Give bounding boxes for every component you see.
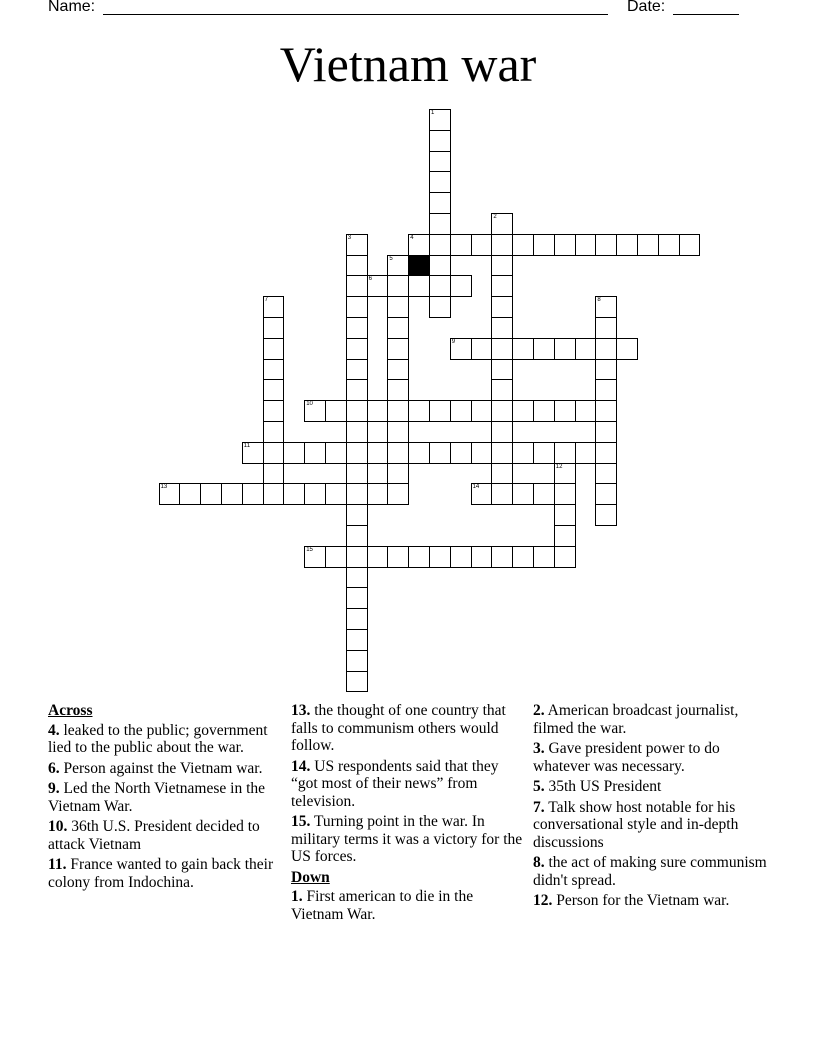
grid-cell[interactable]	[387, 442, 409, 464]
clue-text: First american to die in the Vietnam War.	[291, 888, 474, 923]
clue-item	[48, 856, 282, 891]
grid-cell[interactable]	[325, 546, 347, 568]
grid-cell[interactable]	[450, 234, 472, 256]
grid-cell[interactable]	[512, 546, 534, 568]
grid-cell[interactable]	[346, 296, 368, 318]
clue-item	[48, 780, 282, 815]
clue-item	[291, 813, 525, 866]
clue-number: 15.	[291, 813, 311, 830]
grid-cell-number: 4	[410, 234, 414, 241]
grid-cell[interactable]	[346, 379, 368, 401]
grid-cell[interactable]	[533, 442, 555, 464]
down-clue-list-continued	[533, 702, 767, 910]
grid-cell[interactable]	[512, 234, 534, 256]
clue-number: 10.	[48, 818, 68, 835]
grid-cell[interactable]	[491, 255, 513, 277]
grid-cell[interactable]	[304, 442, 326, 464]
grid-cell[interactable]	[200, 483, 222, 505]
grid-cell[interactable]	[471, 234, 493, 256]
grid-cell[interactable]	[387, 275, 409, 297]
grid-cell[interactable]	[595, 338, 617, 360]
grid-cell[interactable]	[346, 567, 368, 589]
grid-cell[interactable]	[595, 379, 617, 401]
grid-cell[interactable]	[595, 359, 617, 381]
grid-cell[interactable]	[263, 338, 285, 360]
grid-cell-number: 1	[431, 110, 435, 116]
grid-cell[interactable]	[387, 421, 409, 443]
grid-cell[interactable]	[263, 379, 285, 401]
grid-cell[interactable]	[575, 234, 597, 256]
grid-cell[interactable]	[595, 504, 617, 526]
grid-cell[interactable]	[491, 275, 513, 297]
grid-cell[interactable]	[387, 317, 409, 339]
grid-cell[interactable]	[346, 546, 368, 568]
grid-cell[interactable]	[429, 171, 451, 193]
clue-number: 9.	[48, 780, 60, 797]
grid-cell[interactable]	[346, 359, 368, 381]
clue-number: 1.	[291, 888, 303, 905]
grid-cell[interactable]	[367, 275, 389, 297]
grid-cell[interactable]	[367, 546, 389, 568]
grid-cell[interactable]	[429, 275, 451, 297]
grid-cell-number: 14	[472, 484, 480, 491]
grid-cell[interactable]	[595, 317, 617, 339]
grid-cell[interactable]	[491, 234, 513, 256]
grid-cell[interactable]	[533, 234, 555, 256]
clue-text: Person for the Vietnam war.	[552, 892, 730, 909]
grid-cell[interactable]	[429, 296, 451, 318]
grid-cell[interactable]	[346, 671, 368, 693]
grid-cell[interactable]	[325, 400, 347, 422]
clue-column-3	[533, 702, 767, 913]
grid-cell[interactable]	[346, 442, 368, 464]
grid-cell[interactable]	[450, 275, 472, 297]
clue-text: 36th U.S. President decided to attack Vietnam	[48, 818, 260, 853]
grid-cell[interactable]	[491, 359, 513, 381]
grid-cell-number: 5	[389, 255, 393, 262]
clue-text: American broadcast journalist, filmed the war.	[533, 702, 739, 737]
grid-cell[interactable]	[367, 400, 389, 422]
clue-text: Person against the Vietnam war.	[59, 759, 263, 777]
grid-cell[interactable]	[429, 192, 451, 214]
clue-text: US respondents said that they “got most of their news” from television.	[291, 757, 499, 810]
grid-cell[interactable]	[429, 130, 451, 152]
grid-cell[interactable]	[575, 442, 597, 464]
grid-cell[interactable]	[429, 109, 451, 131]
grid-cell[interactable]	[595, 442, 617, 464]
grid-cell[interactable]	[595, 463, 617, 485]
grid-cell-number: 10	[306, 401, 313, 408]
grid-cell[interactable]	[471, 338, 493, 360]
grid-cell[interactable]	[263, 296, 285, 318]
grid-cell[interactable]	[387, 379, 409, 401]
grid-cell[interactable]	[346, 463, 368, 485]
grid-cell[interactable]	[450, 442, 472, 464]
grid-cell[interactable]	[387, 255, 409, 277]
clue-item	[533, 799, 767, 852]
grid-cell-number: 6	[368, 276, 372, 283]
grid-cell[interactable]	[491, 463, 513, 485]
down-heading: Down	[291, 868, 330, 886]
grid-cell-number: 13	[160, 484, 168, 491]
grid-cell[interactable]	[595, 234, 617, 256]
grid-cell[interactable]	[387, 400, 409, 422]
grid-cell[interactable]	[387, 338, 409, 360]
grid-cell[interactable]	[346, 650, 368, 672]
clue-number: 12.	[533, 892, 553, 909]
across-clue-list-continued	[291, 702, 525, 866]
grid-cell[interactable]	[450, 400, 472, 422]
grid-cell[interactable]	[346, 255, 368, 277]
clue-number: 2.	[533, 702, 545, 719]
grid-cell[interactable]	[263, 463, 285, 485]
clue-item	[533, 892, 767, 910]
grid-cell[interactable]	[554, 338, 576, 360]
grid-cell[interactable]	[263, 317, 285, 339]
grid-cell[interactable]	[346, 525, 368, 547]
grid-cell[interactable]	[429, 546, 451, 568]
grid-cell[interactable]	[533, 338, 555, 360]
clue-number: 5.	[533, 778, 545, 795]
grid-cell[interactable]	[595, 421, 617, 443]
grid-cell[interactable]	[221, 483, 243, 505]
clue-item	[291, 888, 525, 923]
grid-cell-number: 11	[243, 442, 251, 449]
grid-cell[interactable]	[616, 234, 638, 256]
grid-cell[interactable]	[387, 483, 409, 505]
grid-cell[interactable]	[471, 442, 493, 464]
grid-cell[interactable]	[658, 234, 680, 256]
grid-cell[interactable]	[554, 463, 576, 485]
grid-cell[interactable]	[575, 400, 597, 422]
grid-cell[interactable]	[554, 546, 576, 568]
grid-cell[interactable]	[554, 234, 576, 256]
grid-cell[interactable]	[595, 296, 617, 318]
grid-cell[interactable]	[387, 463, 409, 485]
grid-cell[interactable]	[450, 338, 472, 360]
grid-cell[interactable]	[491, 317, 513, 339]
grid-cell[interactable]	[346, 400, 368, 422]
grid-cell[interactable]	[512, 400, 534, 422]
clue-item	[533, 740, 767, 775]
clue-column-1	[48, 702, 282, 894]
grid-cell[interactable]	[346, 504, 368, 526]
grid-cell[interactable]	[304, 546, 326, 568]
grid-cell[interactable]	[387, 359, 409, 381]
clue-text: the act of making sure communism didn't spread.	[533, 854, 767, 889]
grid-cell[interactable]	[387, 546, 409, 568]
grid-cell[interactable]	[554, 483, 576, 505]
grid-cell[interactable]	[533, 546, 555, 568]
grid-cell[interactable]	[512, 338, 534, 360]
clue-text: France wanted to gain back their colony from Indochina.	[48, 856, 274, 891]
grid-cell[interactable]	[346, 338, 368, 360]
grid-cell[interactable]	[346, 629, 368, 651]
clue-text: Led the North Vietnamese in the Vietnam War.	[48, 780, 266, 815]
grid-cell[interactable]	[491, 213, 513, 235]
grid-cell[interactable]	[179, 483, 201, 505]
clue-item	[533, 702, 767, 737]
grid-cell-number: 9	[451, 338, 456, 345]
grid-cell[interactable]	[491, 400, 513, 422]
grid-cell-number: 2	[493, 214, 497, 220]
grid-cell[interactable]	[533, 400, 555, 422]
grid-cell[interactable]	[325, 442, 347, 464]
grid-cell[interactable]	[554, 400, 576, 422]
grid-cell[interactable]	[367, 442, 389, 464]
grid-cell[interactable]	[429, 151, 451, 173]
clue-text: 35th US President	[544, 778, 662, 795]
clue-text: Turning point in the war. In military terms it was a victory for the US forces.	[291, 813, 523, 865]
grid-cell[interactable]	[263, 421, 285, 443]
clue-item	[533, 854, 767, 889]
grid-cell[interactable]	[263, 400, 285, 422]
grid-cell[interactable]	[346, 587, 368, 609]
clue-column-2	[291, 702, 525, 926]
grid-cell[interactable]	[429, 255, 451, 277]
grid-cell[interactable]	[637, 234, 659, 256]
grid-cell[interactable]	[263, 442, 285, 464]
grid-cell[interactable]	[533, 483, 555, 505]
grid-cell[interactable]	[304, 400, 326, 422]
clue-number: 14.	[291, 757, 311, 775]
clue-item	[48, 722, 282, 757]
grid-cell-number: 7	[264, 297, 268, 304]
grid-cell[interactable]	[512, 442, 534, 464]
date-label: Date:	[627, 0, 666, 15]
grid-cell[interactable]	[429, 442, 451, 464]
clue-number: 4.	[48, 721, 60, 739]
grid-cell[interactable]	[408, 442, 430, 464]
grid-cell[interactable]	[408, 275, 430, 297]
grid-cell[interactable]	[263, 483, 285, 505]
clue-item	[291, 758, 525, 811]
grid-cell-number: 12	[555, 463, 563, 470]
grid-cell[interactable]	[512, 483, 534, 505]
clue-number: 7.	[533, 798, 545, 816]
clue-item	[48, 760, 282, 778]
grid-cell[interactable]	[408, 400, 430, 422]
clue-item	[291, 702, 525, 755]
clue-number: 6.	[48, 759, 60, 777]
grid-cell-number: 15	[306, 546, 313, 553]
grid-cell[interactable]	[429, 400, 451, 422]
grid-cell[interactable]	[346, 483, 368, 505]
grid-cell[interactable]	[346, 275, 368, 297]
name-label: Name:	[48, 0, 96, 15]
across-clue-list	[48, 722, 282, 892]
clue-number: 13.	[291, 702, 311, 719]
grid-cell[interactable]	[491, 421, 513, 443]
grid-cell[interactable]	[679, 234, 701, 256]
grid-cell[interactable]	[263, 359, 285, 381]
grid-cell[interactable]	[346, 317, 368, 339]
grid-cell[interactable]	[159, 483, 181, 505]
across-heading: Across	[48, 702, 93, 719]
clue-text: leaked to the public; government lied to the public about the war.	[48, 721, 268, 756]
grid-cell[interactable]	[346, 421, 368, 443]
grid-cell[interactable]	[554, 442, 576, 464]
grid-cell[interactable]	[554, 504, 576, 526]
grid-cell[interactable]	[595, 400, 617, 422]
grid-cell[interactable]	[491, 296, 513, 318]
grid-cell[interactable]	[283, 483, 305, 505]
clue-text: the thought of one country that falls to communism others would follow.	[291, 702, 506, 754]
grid-cell[interactable]	[491, 338, 513, 360]
grid-cell[interactable]	[429, 234, 451, 256]
grid-cell[interactable]	[471, 546, 493, 568]
clue-number: 11.	[48, 856, 67, 873]
clue-number: 8.	[533, 854, 545, 871]
grid-cell[interactable]	[346, 234, 368, 256]
grid-cell-number: 8	[597, 297, 601, 304]
grid-cell[interactable]	[491, 379, 513, 401]
grid-cell[interactable]	[387, 296, 409, 318]
clue-item	[533, 778, 767, 796]
grid-cell[interactable]	[491, 483, 513, 505]
grid-cell[interactable]	[491, 442, 513, 464]
grid-cell[interactable]	[471, 483, 493, 505]
down-clue-list	[291, 888, 525, 923]
clue-number: 3.	[533, 740, 545, 757]
grid-cell[interactable]	[242, 442, 264, 464]
grid-cell[interactable]	[367, 483, 389, 505]
grid-cell[interactable]	[346, 608, 368, 630]
grid-cell[interactable]	[408, 546, 430, 568]
grid-cell[interactable]	[491, 546, 513, 568]
grid-block-cell	[408, 255, 430, 277]
grid-cell[interactable]	[429, 213, 451, 235]
grid-cell[interactable]	[408, 234, 430, 256]
grid-cell[interactable]	[450, 546, 472, 568]
grid-cell[interactable]	[616, 338, 638, 360]
grid-cell[interactable]	[595, 483, 617, 505]
grid-cell[interactable]	[554, 525, 576, 547]
grid-cell[interactable]	[325, 483, 347, 505]
page-title: Vietnam war	[279, 36, 537, 92]
clue-text: Gave president power to do whatever was necessary.	[533, 740, 720, 775]
grid-cell[interactable]	[242, 483, 264, 505]
grid-cell[interactable]	[304, 483, 326, 505]
grid-cell-number: 3	[347, 234, 352, 241]
grid-cell[interactable]	[471, 400, 493, 422]
grid-cell[interactable]	[283, 442, 305, 464]
grid-cell[interactable]	[575, 338, 597, 360]
clue-item	[48, 818, 282, 853]
clue-text: Talk show host notable for his conversational style and in-depth discussions	[533, 798, 739, 851]
